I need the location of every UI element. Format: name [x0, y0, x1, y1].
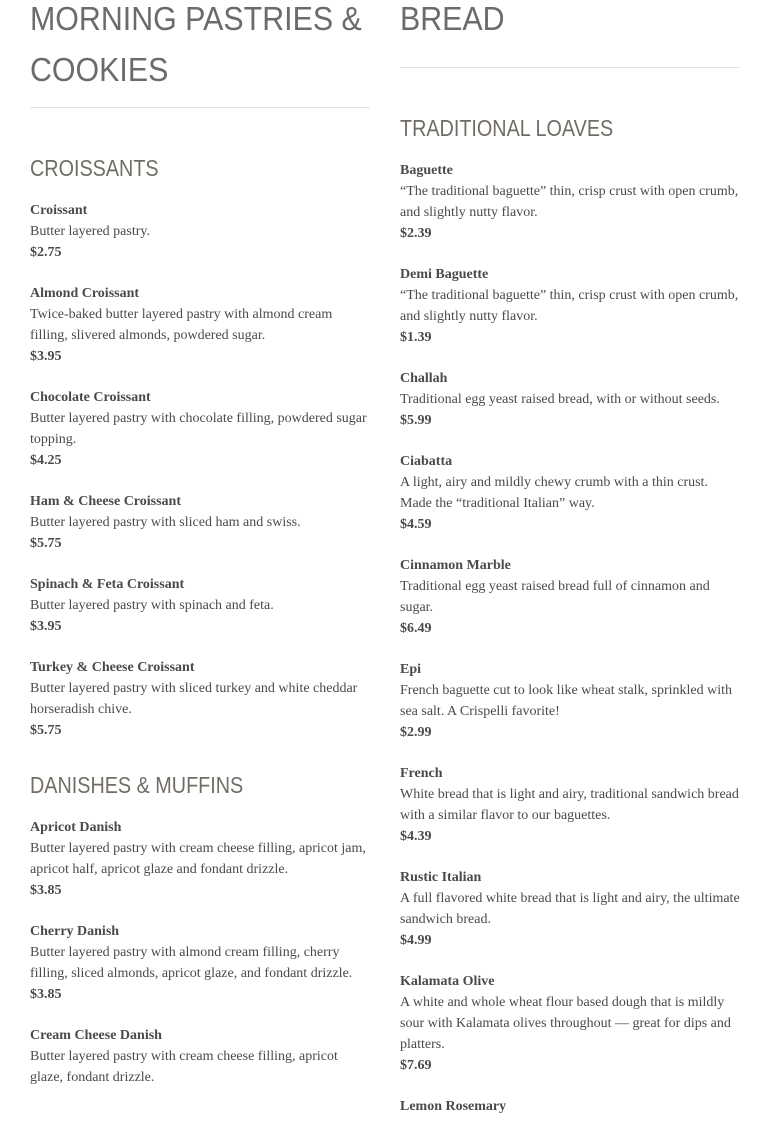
- menu-item-price: $4.25: [30, 453, 62, 468]
- menu-item-price: $2.39: [400, 226, 432, 241]
- page-title-line-2: COOKIES: [30, 51, 169, 88]
- menu-item-price: $7.69: [400, 1058, 432, 1073]
- menu-item: [400, 1096, 740, 1117]
- menu-item-description: A white and whole wheat flour based dough that is mildly sour with Kalamata olives throughout — great for dips and platters.: [400, 995, 731, 1052]
- menu-item-name: French: [400, 766, 443, 781]
- menu-item-description: Butter layered pastry with sliced ham and swiss.: [30, 515, 301, 530]
- menu-item-description: Butter layered pastry with almond cream filling, cherry filling, sliced almonds, apricot glaze, and fondant drizzle.: [30, 945, 353, 981]
- section-title: TRADITIONAL LOAVES: [400, 115, 614, 141]
- menu-item-name: Baguette: [400, 163, 453, 178]
- menu-item-description: Traditional egg yeast raised bread, with or without seeds.: [400, 392, 720, 407]
- menu-item-name: Croissant: [30, 203, 88, 218]
- section-title: CROISSANTS: [30, 155, 159, 181]
- menu-item-description: A light, airy and mildly chewy crumb with a thin crust. Made the “traditional Italian” way.: [400, 475, 708, 511]
- menu-item-name: Turkey & Cheese Croissant: [30, 660, 195, 675]
- title-divider: [400, 67, 740, 68]
- menu-item-name: Kalamata Olive: [400, 974, 495, 989]
- menu-item: [30, 817, 370, 901]
- menu-item-description: Butter layered pastry with cream cheese filling, apricot glaze, fondant drizzle.: [30, 1049, 338, 1085]
- menu-item: [30, 1025, 370, 1088]
- menu-item-price: $1.39: [400, 330, 432, 345]
- menu-item-price: $6.49: [400, 621, 432, 636]
- menu-item-name: Cherry Danish: [30, 924, 120, 939]
- menu-item-price: $4.59: [400, 517, 432, 532]
- menu-item: [30, 574, 370, 637]
- menu-item-name: Apricot Danish: [30, 820, 122, 835]
- menu-item-list: [30, 817, 370, 1088]
- menu-item-name: Epi: [400, 662, 422, 677]
- page-title: BREAD: [400, 0, 505, 37]
- title-divider: [30, 107, 370, 108]
- menu-item-price: $3.85: [30, 883, 62, 898]
- menu-item-description: White bread that is light and airy, traditional sandwich bread with a similar flavor to our baguettes.: [400, 787, 739, 823]
- menu-item-description: Butter layered pastry with chocolate filling, powdered sugar topping.: [30, 411, 367, 447]
- menu-item-description: Butter layered pastry.: [30, 224, 150, 239]
- menu-item-name: Cream Cheese Danish: [30, 1028, 162, 1043]
- menu-item-price: $3.95: [30, 619, 62, 634]
- menu-item: [30, 283, 370, 367]
- menu-item-name: Chocolate Croissant: [30, 390, 151, 405]
- menu-item-name: Ham & Cheese Croissant: [30, 494, 182, 509]
- menu-item-price: $5.99: [400, 413, 432, 428]
- menu-item-name: Rustic Italian: [400, 870, 482, 885]
- menu-item: [400, 368, 740, 431]
- menu-item-description: French baguette cut to look like wheat stalk, sprinkled with sea salt. A Crispelli favorite!: [400, 683, 733, 719]
- menu-item-price: $3.85: [30, 987, 62, 1002]
- menu-item: [30, 200, 370, 263]
- menu-item: [400, 659, 740, 743]
- menu-item: [400, 971, 740, 1076]
- menu-item-name: Lemon Rosemary: [400, 1099, 507, 1114]
- menu-item-name: Almond Croissant: [30, 286, 140, 301]
- menu-item: [30, 657, 370, 741]
- menu-item: [400, 451, 740, 535]
- menu-item: [30, 921, 370, 1005]
- menu-item-description: A full flavored white bread that is light and airy, the ultimate sandwich bread.: [400, 891, 740, 927]
- menu-item-name: Challah: [400, 371, 448, 386]
- menu-item: [30, 491, 370, 554]
- menu-item-price: $5.75: [30, 723, 62, 738]
- menu-item: [30, 387, 370, 471]
- menu-item-price: $3.95: [30, 349, 62, 364]
- menu-item-name: Ciabatta: [400, 454, 453, 469]
- menu-item: [400, 763, 740, 847]
- menu-item-name: Demi Baguette: [400, 267, 489, 282]
- bread-column: [400, 0, 740, 1137]
- menu-item: [400, 160, 740, 244]
- menu-item-price: $5.75: [30, 536, 62, 551]
- menu-item-name: Spinach & Feta Croissant: [30, 577, 185, 592]
- menu-item-price: $2.75: [30, 245, 62, 260]
- pastries-column: [30, 0, 370, 1108]
- menu-item-price: $4.99: [400, 933, 432, 948]
- menu-item-description: Butter layered pastry with sliced turkey and white cheddar horseradish chive.: [30, 681, 358, 717]
- menu-item-description: Twice-baked butter layered pastry with almond cream filling, slivered almonds, powdered sugar.: [30, 307, 333, 343]
- menu-item-list: [30, 200, 370, 741]
- menu-item: [400, 555, 740, 639]
- section-title: DANISHES & MUFFINS: [30, 772, 244, 798]
- menu-item-description: “The traditional baguette” thin, crisp crust with open crumb, and slightly nutty flavor.: [400, 184, 739, 220]
- menu-item: [400, 264, 740, 348]
- menu-item-description: Butter layered pastry with spinach and feta.: [30, 598, 274, 613]
- menu-item-price: $4.39: [400, 829, 432, 844]
- menu-item-description: “The traditional baguette” thin, crisp crust with open crumb, and slightly nutty flavor.: [400, 288, 739, 324]
- menu-item-list: [400, 160, 740, 1117]
- page-title: MORNING PASTRIES &: [30, 0, 362, 37]
- menu-item-name: Cinnamon Marble: [400, 558, 511, 573]
- menu-item: [400, 867, 740, 951]
- menu-item-description: Butter layered pastry with cream cheese filling, apricot jam, apricot half, apricot glaze and fondant drizzle.: [30, 841, 366, 877]
- menu-item-description: Traditional egg yeast raised bread full of cinnamon and sugar.: [400, 579, 710, 615]
- menu-item-price: $2.99: [400, 725, 432, 740]
